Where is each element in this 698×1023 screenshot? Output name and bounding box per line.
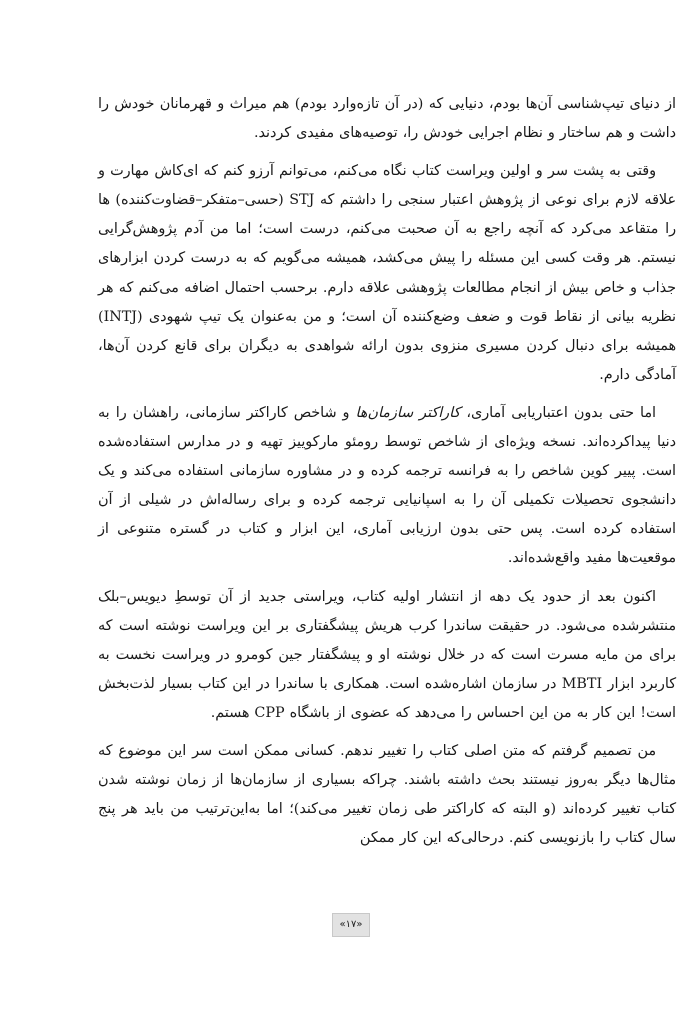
book-title-emphasis: کاراکتر سازمان‌ها xyxy=(355,404,461,421)
book-page-body xyxy=(98,90,676,862)
paragraph-3-rest: و شاخص کاراکتر سازمانی، راهشان را به دنیا پیداکرده‌اند. نسخه ویژه‌ای از شاخص توسط رومئو مارکوییز تهیه و در مدارس استفاده‌شده است. پییر کوین شاخص را به فرانسه ترجمه کرده و در مشاوره سازمانی استفاده می‌کند و یک دانشجوی تحصیلات تکمیلی آن را به اسپانیایی ترجمه کرده و برای رساله‌اش در شیلی از آن استفاده کرده است. پس حتی بدون ارزیابی آماری، این ابزار و کتاب در گستره متنوعی از موقعیت‌ها مفید واقع‌شده‌اند. xyxy=(98,404,676,567)
paragraph-4: اکنون بعد از حدود یک دهه از انتشار اولیه کتاب، ویراستی جدید از آن توسطِ دیویس–بلک منتشرشده می‌شود. در حقیقت ساندرا کرب هریش پیشگفتاری بر این ویراست نوشته است که برای من مایه مسرت است که در خلال نوشته او و پیشگفتار جین کومرو در ویراست نخست به کاربرد ابزار MBTI در سازمان اشاره‌شده است. همکاری با ساندرا در این کتاب بسیار لذت‌بخش است! این کار به من این احساس را می‌دهد که عضوی از باشگاه CPP هستم. xyxy=(98,588,676,721)
paragraph-1: از دنیای تیپ‌شناسی آن‌ها بودم، دنیایی که (در آن تازه‌وارد بودم) هم میراث و قهرمانان خودش را داشت و هم ساختار و نظام اجرایی خودش را، توصیه‌های مفیدی کردند. xyxy=(98,96,676,142)
paragraph-2: وقتی به پشت سر و اولین ویراست کتاب نگاه می‌کنم، می‌توانم آرزو کنم که ای‌کاش مهارت و علاقه لازم برای نوعی از پژوهش اعتبار سنجی را داشتم که STJ (حسی–متفکر–قضاوت‌کننده) ها را متقاعد می‌کرد که آنچه راجع به آن صحبت می‌کنم، درست است؛ اما من آدم پژوهش‌گرایی نیستم. هر وقت کسی این مسئله را پیش می‌کشد، همیشه می‌گویم که به درست کردن ابزارهای جذاب و خاص بیش از انجام مطالعات پژوهشی علاقه دارم. برحسب احتمال اضافه می‌کنم که هر نظریه بیانی از نقاط قوت و ضعف وضع‌کننده آن است؛ و من به‌عنوان یک تیپ شهودی (INTJ) همیشه برای دنبال کردن مسیری منزوی بدون ارائه شواهدی به دیگران برای قانع کردن آن‌ها، آمادگی دارم. xyxy=(98,163,676,383)
paragraph-3-intro: اما حتی بدون اعتباریابی آماری، xyxy=(466,404,657,421)
paragraph-3 xyxy=(98,399,676,574)
page-number: «۱۷» xyxy=(332,913,370,937)
paragraph-5: من تصمیم گرفتم که متن اصلی کتاب را تغییر ندهم. کسانی ممکن است سر این موضوع که مثال‌ها دیگر به‌روز نیستند بحث داشته باشند. چراکه بسیاری از سازمان‌ها از زمان نوشته شدن کتاب تغییر کرده‌اند (و البته که کاراکتر طی زمان تغییر می‌کند)؛ اما به‌این‌ترتیب من باید هر پنج سال کتاب را بازنویسی کنم. درحالی‌که این کار ممکن xyxy=(98,742,676,847)
